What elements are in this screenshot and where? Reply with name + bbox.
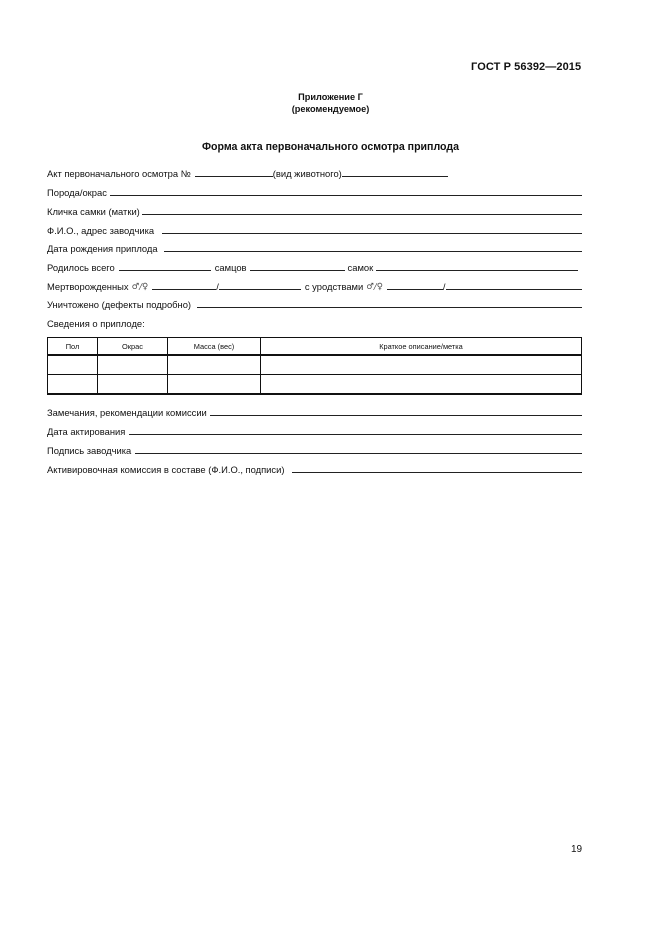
breed-label: Порода/окрас [47, 187, 107, 198]
slash: / [442, 281, 446, 292]
stillborn-label: Мертворожденных [47, 281, 129, 292]
act-date-field[interactable] [129, 433, 582, 435]
remarks-label: Замечания, рекомендации комиссии [47, 407, 207, 418]
males-field[interactable] [250, 269, 345, 271]
breeder-line [47, 223, 582, 237]
females-label: самок [347, 262, 374, 273]
column-header: Краткое описание/метка [261, 338, 582, 356]
defects-label: с уродствами [304, 281, 364, 292]
table-cell[interactable] [168, 355, 261, 375]
act-number-field[interactable] [195, 175, 273, 177]
dam-name-field[interactable] [142, 213, 582, 215]
column-header: Пол [48, 338, 98, 356]
born-total-field[interactable] [119, 269, 211, 271]
dam-line [47, 204, 582, 218]
commission-line [47, 462, 582, 476]
act-number-label: Акт первоначального осмотра № [47, 168, 191, 179]
table-row [48, 355, 582, 375]
breeder-label: Ф.И.О., адрес заводчика [47, 225, 155, 236]
breed-line [47, 185, 582, 199]
litter-info-label: Сведения о приплоде: [47, 318, 145, 329]
male-female-symbol: ♂/♀ [366, 282, 383, 292]
remarks-field[interactable] [210, 414, 582, 416]
page-number: 19 [571, 844, 583, 855]
breeder-signature-field[interactable] [135, 452, 582, 454]
stillborn-female-field[interactable] [219, 288, 301, 290]
slash: / [216, 281, 219, 292]
defects-male-field[interactable] [387, 288, 443, 290]
destroyed-label: Уничтожено (дефекты подробно) [47, 299, 192, 310]
form-title: Форма акта первоначального осмотра приплода [201, 141, 459, 153]
animal-species-field[interactable] [342, 175, 448, 177]
table-cell[interactable] [48, 355, 98, 375]
breeder-signature-line [47, 443, 582, 457]
destroyed-field[interactable] [197, 306, 582, 308]
appendix-subtitle: (рекомендуемое) [291, 104, 370, 114]
table-cell[interactable] [98, 375, 168, 395]
litter-table [47, 337, 582, 395]
act-date-label: Дата актирования [47, 426, 126, 437]
appendix-title: Приложение Г [298, 92, 363, 102]
column-header: Окрас [98, 338, 168, 356]
birth-date-field[interactable] [164, 250, 582, 252]
remarks-line [47, 405, 582, 419]
born-total-label: Родилось всего [47, 262, 115, 273]
litter-info-line [47, 316, 582, 330]
birth-date-line [47, 241, 582, 255]
breeder-signature-label: Подпись заводчика [47, 445, 132, 456]
act-number-line [47, 166, 582, 180]
male-female-symbol: ♂/♀ [131, 282, 149, 292]
breeder-field[interactable] [162, 232, 582, 234]
table-header-row [48, 338, 582, 356]
males-label: самцов [214, 262, 247, 273]
column-header: Масса (вес) [168, 338, 261, 356]
table-cell[interactable] [168, 375, 261, 395]
birth-date-label: Дата рождения приплода [47, 243, 158, 254]
act-date-line [47, 424, 582, 438]
dam-name-label: Кличка самки (матки) [47, 206, 140, 217]
born-line [47, 260, 582, 274]
table-cell[interactable] [98, 355, 168, 375]
table-cell[interactable] [48, 375, 98, 395]
table-cell[interactable] [261, 355, 582, 375]
table-cell[interactable] [261, 375, 582, 395]
defects-female-field[interactable] [446, 288, 582, 290]
table-row [48, 375, 582, 395]
females-field[interactable] [376, 269, 578, 271]
stillborn-male-field[interactable] [152, 288, 216, 290]
destroyed-line [47, 297, 582, 311]
standard-number: ГОСТ Р 56392—2015 [471, 61, 582, 73]
commission-field[interactable] [292, 471, 582, 473]
animal-species-label: (вид животного) [272, 168, 342, 179]
breed-field[interactable] [110, 194, 582, 196]
stillborn-line [47, 279, 582, 293]
commission-label: Активировочная комиссия в составе (Ф.И.О., подписи) [47, 464, 285, 475]
